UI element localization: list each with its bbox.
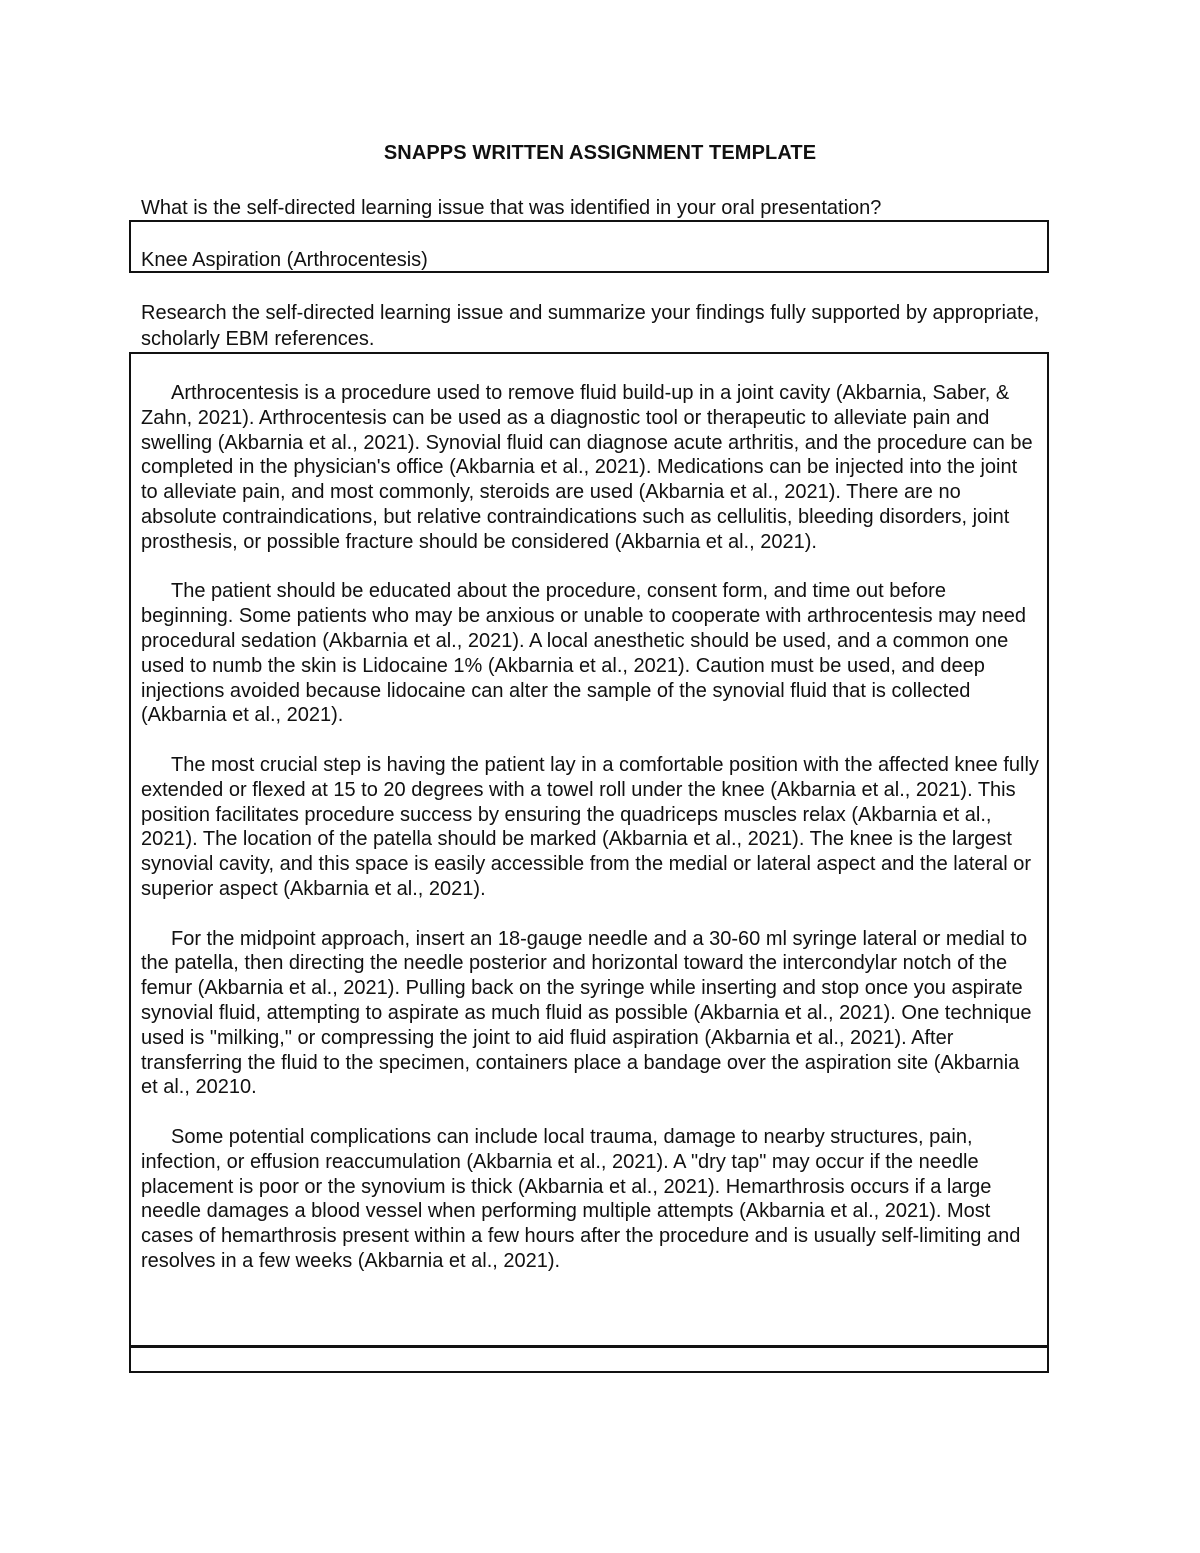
question-research-summary: Research the self-directed learning issue and summarize your findings fully supported by appropriate, scholarly EBM references.: [141, 302, 1040, 350]
summary-paragraph: The most crucial step is having the patient lay in a comfortable position with the affected knee fully extended or flexed at 15 to 20 degrees with a towel roll under the knee (Akbarnia et al., 2021). This position facilitates procedure success by ensuring the quadriceps muscles relax (Akbarnia et al., 2021). The location of the patella should be marked (Akbarnia et al., 2021). The knee is the largest synovial cavity, and this space is easily accessible from the medial or lateral aspect and the lateral or superior aspect (Akbarnia et al., 2021).: [141, 753, 1039, 900]
answer-learning-issue: Knee Aspiration (Arthrocentesis): [141, 249, 428, 271]
summary-paragraph: The patient should be educated about the procedure, consent form, and time out before beginning. Some patients who may be anxious or unable to cooperate with arthrocentesis may need procedural sedation (Akbarnia et al., 2021). A local anesthetic should be used, and a common one used to numb the skin is Lidocaine 1% (Akbarnia et al., 2021). Caution must be used, and deep injections avoided because lidocaine can alter the sample of the synovial fluid that is collected (Akbarnia et al., 2021).: [141, 580, 1026, 727]
question-learning-issue: What is the self-directed learning issue that was identified in your oral presentation?: [141, 197, 882, 219]
summary-paragraph: For the midpoint approach, insert an 18-gauge needle and a 30-60 ml syringe lateral or medial to the patella, then directing the needle posterior and horizontal toward the intercondylar notch of the femur (Akbarnia et al., 2021). Pulling back on the syringe while inserting and stop once you aspirate synovial fluid, attempting to aspirate as much fluid as possible (Akbarnia et al., 2021). One technique used is "milking," or compressing the joint to aid fluid aspiration (Akbarnia et al., 2021). After transferring the fluid to the specimen, containers place a bandage over the aspiration site (Akbarnia et al., 20210.: [141, 927, 1032, 1099]
answer-box-research-summary: [129, 352, 1049, 1347]
document-title: SNAPPS WRITTEN ASSIGNMENT TEMPLATE: [383, 142, 817, 164]
summary-paragraph: Arthrocentesis is a procedure used to remove fluid build-up in a joint cavity (Akbarnia, Saber, & Zahn, 2021). Arthrocentesis can be used as a diagnostic tool or therapeutic to alleviate pain and swelling (Akbarnia et al., 2021). Synovial fluid can diagnose acute arthritis, and the procedure can be completed in the physician's office (Akbarnia et al., 2021). Medications can be injected into the joint to alleviate pain, and most commonly, steroids are used (Akbarnia et al., 2021). There are no absolute contraindications, but relative contraindications such as cellulitis, bleeding disorders, joint prosthesis, or possible fracture should be considered (Akbarnia et al., 2021).: [141, 382, 1033, 553]
research-summary-text: [141, 381, 1039, 1298]
answer-box-learning-issue: [129, 220, 1049, 273]
empty-table-row: [129, 1346, 1049, 1373]
summary-paragraph: Some potential complications can include local trauma, damage to nearby structures, pain, infection, or effusion reaccumulation (Akbarnia et al., 2021). A "dry tap" may occur if the needle placement is poor or the synovium is thick (Akbarnia et al., 2021). Hemarthrosis occurs if a large needle damages a blood vessel when performing multiple attempts (Akbarnia et al., 2021). Most cases of hemarthrosis present within a few hours after the procedure and is usually self-limiting and resolves in a few weeks (Akbarnia et al., 2021).: [141, 1125, 1021, 1272]
